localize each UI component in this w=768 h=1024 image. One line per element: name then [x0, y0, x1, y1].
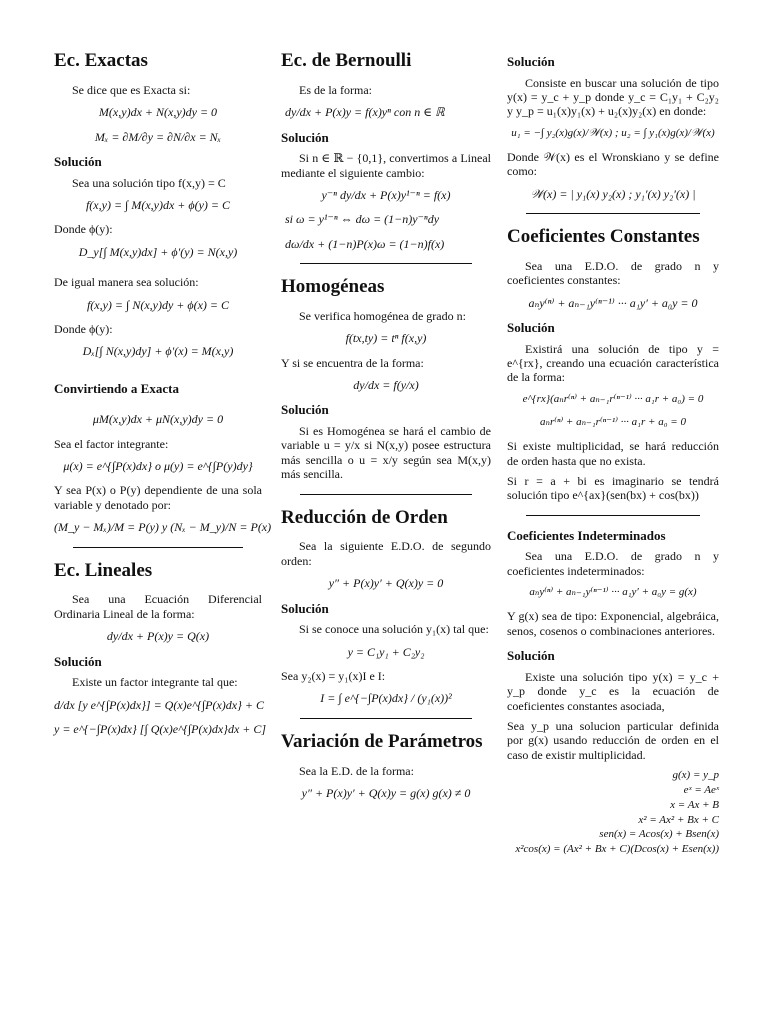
lineales-text: Sea una Ecuación Diferencial Ordinaria Lineal de la forma:	[54, 592, 262, 621]
equation-coeficientes-2: e^{rx}(aₙr⁽ⁿ⁾ + aₙ₋₁r⁽ⁿ⁻¹⁾ ··· a₁r + a₀) = 0	[522, 392, 704, 405]
table-row: x² = Ax² + Bx + C	[638, 813, 719, 826]
reduccion-intro: Sea la siguiente E.D.O. de segundo orden:	[281, 539, 491, 568]
solucion-lineales-text: Existe un factor integrante tal que:	[72, 675, 238, 690]
equation-coeficientes-1: aₙy⁽ⁿ⁾ + aₙ₋₁y⁽ⁿ⁻¹⁾ ··· a₁y′ + a₀y = 0	[528, 295, 698, 310]
column-3	[507, 48, 719, 867]
heading-solucion-homogeneas: Solución	[281, 402, 329, 418]
heading-convirtiendo: Convirtiendo a Exacta	[54, 380, 179, 396]
equation-bernoulli-2: si ω = y¹⁻ⁿ ⇔ dω = (1−n)y⁻ⁿdy	[285, 212, 440, 227]
equation-reduccion-1: y″ + P(x)y′ + Q(x)y = 0	[328, 576, 444, 591]
equation-convirtiendo: μM(x,y)dx + μN(x,y)dy = 0	[92, 412, 224, 427]
section-divider	[526, 515, 700, 516]
equation-u: u₁ = −∫ y₂(x)g(x)/𝒲(x) ; u₂ = ∫ y₁(x)g(x)/𝒲(x)	[511, 126, 715, 139]
equation-donde-1: D_y[∫ M(x,y)dx] + ϕ′(y) = N(x,y)	[78, 244, 238, 259]
indeterminados-g-text: Y g(x) sea de tipo: Exponencial, algebráica, senos, cosenos o combinaciones anteriores.	[507, 609, 719, 638]
equation-lineal: dy/dx + P(x)y = Q(x)	[106, 629, 210, 644]
table-row: x = Ax + B	[670, 798, 719, 811]
wronskiano-text: Donde 𝒲(x) es el Wronskiano y se define como:	[507, 149, 719, 179]
table-row: g(x) = y_p	[672, 769, 719, 782]
bernoulli-intro: Es de la forma:	[299, 82, 372, 97]
heading-solucion-exactas: Solución	[54, 153, 102, 169]
heading-variacion: Variación de Parámetros	[281, 730, 483, 752]
section-divider	[300, 718, 472, 719]
indeterminados-solucion-1: Existe una solución tipo y(x) = y_c + y_p donde y_c es la ecuación de coeficientes constantes asociada,	[507, 669, 719, 713]
heading-solucion-reduccion: Solución	[281, 600, 329, 616]
column-2	[281, 48, 491, 810]
equation-bernoulli-3: dω/dx + (1−n)P(x)ω = (1−n)f(x)	[285, 236, 445, 251]
coeficientes-intro: Sea una E.D.O. de grado n y coeficientes constantes:	[507, 258, 719, 288]
heading-exactas: Ec. Exactas	[54, 50, 148, 71]
multiplicidad-text: Si existe multiplicidad, se hará reducción de orden hasta que no exista.	[507, 439, 719, 468]
homogeneas-forma-text: Y si se encuentra de la forma:	[281, 355, 424, 370]
equation-solucion-1: f(x,y) = ∫ M(x,y)dx + ϕ(y) = C	[85, 197, 231, 212]
equation-exacta-2: Mₓ = ∂M/∂y = ∂N/∂x = Nₓ	[94, 129, 222, 144]
equation-variacion: y″ + P(x)y′ + Q(x)y = g(x) g(x) ≠ 0	[301, 785, 471, 800]
equivalence-table	[507, 768, 719, 857]
coeficientes-solucion-text: Existirá una solución de tipo y = e^{rx}, creando una ecuación característica de la forma:	[507, 341, 719, 385]
donde-text-2: Donde ϕ(y):	[54, 321, 113, 336]
indeterminados-solucion-2: Sea y_p una solucion particular definida por g(x) usando reducción de orden en el caso de existir multiplicidad.	[507, 718, 719, 762]
equation-bernoulli-1: y⁻ⁿ dy/dx + P(x)y¹⁻ⁿ = f(x)	[321, 187, 451, 202]
equation-solucion-lineal-1: d/dx [y e^{∫P(x)dx}] = Q(x)e^{∫P(x)dx} + C	[54, 697, 265, 712]
indeterminados-intro: Sea una E.D.O. de grado n y coeficientes indeterminados:	[507, 549, 719, 578]
equation-indeterminados: aₙy⁽ⁿ⁾ + aₙ₋₁y⁽ⁿ⁻¹⁾ ··· a₁y′ + a₀y = g(x)	[529, 586, 697, 599]
factor-integrante-text: Sea el factor integrante:	[54, 436, 169, 451]
equation-donde-2: Dₓ[∫ N(x,y)dy] + ϕ′(x) = M(x,y)	[82, 344, 234, 359]
equation-py: (M_y − Mₓ)/M = P(y) y (Nₓ − M_y)/N = P(x)	[54, 520, 272, 535]
heading-bernoulli: Ec. de Bernoulli	[281, 50, 412, 71]
heading-solucion-coeficientes: Solución	[507, 320, 555, 336]
homogeneas-intro: Se verifica homogénea de grado n:	[299, 308, 466, 323]
equation-homogenea-2: dy/dx = f(y/x)	[353, 378, 419, 393]
table-row: x²cos(x) = (Ax² + Bx + C)(Dcos(x) + Esen(x))	[515, 843, 719, 856]
section-divider	[73, 547, 244, 548]
equation-exacta-1: M(x,y)dx + N(x,y)dy = 0	[98, 105, 218, 120]
reduccion-sea-text: Sea y₂(x) = y₁(x)I e I:	[281, 668, 386, 683]
reduccion-solucion-text: Si se conoce una solución y₁(x) tal que:	[299, 622, 489, 637]
table-row: eˣ = Aeˣ	[683, 783, 719, 796]
variacion-intro: Sea la E.D. de la forma:	[299, 763, 414, 778]
equation-coeficientes-3: aₙr⁽ⁿ⁾ + aₙ₋₁r⁽ⁿ⁻¹⁾ ··· a₁r + a₀ = 0	[540, 416, 686, 429]
homogeneas-solucion-text: Si es Homogénea se hará el cambio de variable u = y/x si N(x,y) posee estructura más sencilla o u = x/y según sea M(x,y) más sencilla.	[281, 424, 491, 482]
equation-wronskiano: 𝒲(x) = | y₁(x) y₂(x) ; y₁′(x) y₂′(x) |	[530, 186, 696, 201]
equation-bernoulli: dy/dx + P(x)y = f(x)yⁿ con n ∈ ℝ	[285, 105, 445, 120]
solucion-exactas-text: Sea una solución tipo f(x,y) = C	[72, 175, 226, 190]
py-dependiente-text: Y sea P(x) o P(y) dependiente de una sola variable y denotado por:	[54, 483, 262, 512]
equation-factor: μ(x) = e^{∫P(x)dx} o μ(y) = e^{∫P(y)dy}	[63, 459, 253, 474]
heading-coeficientes-constantes: Coeficientes Constantes	[507, 226, 700, 248]
donde-text-1: Donde ϕ(y):	[54, 222, 113, 237]
equation-reduccion-2: y = C₁y₁ + C₂y₂	[347, 644, 425, 659]
table-row: sen(x) = Acos(x) + Bsen(x)	[599, 828, 719, 841]
imaginario-text: Si r = a + bi es imaginario se tendrá solución tipo e^{ax}(sen(bx) + cos(bx))	[507, 474, 719, 503]
equation-homogenea-1: f(tx,ty) = tⁿ f(x,y)	[345, 331, 427, 346]
heading-solucion-variacion: Solución	[507, 54, 555, 69]
section-divider	[526, 213, 700, 214]
heading-homogeneas: Homogéneas	[281, 276, 385, 298]
section-divider	[300, 494, 472, 495]
heading-solucion-indeterminados: Solución	[507, 648, 555, 664]
section-divider	[300, 263, 472, 264]
igual-manera-text: De igual manera sea solución:	[54, 275, 199, 290]
bernoulli-solucion-text: Si n ∈ ℝ − {0,1}, convertimos a Lineal mediante el siguiente cambio:	[281, 151, 491, 180]
heading-coeficientes-indeterminados: Coeficientes Indeterminados	[507, 527, 666, 543]
heading-reduccion: Reducción de Orden	[281, 506, 448, 528]
heading-solucion-lineales: Solución	[54, 653, 102, 669]
variacion-solucion-text: Consiste en buscar una solución de tipo y(x) = y_c + y_p donde y_c = C₁y₁ + C₂y₂ y y_p = u₁(x)y₁(x) + u₂(x)y₂(x) en donde:	[507, 75, 719, 119]
equation-solucion-2: f(x,y) = ∫ N(x,y)dy + ϕ(x) = C	[86, 297, 230, 312]
heading-lineales: Ec. Lineales	[54, 559, 153, 581]
equation-reduccion-3: I = ∫ e^{−∫P(x)dx} / (y₁(x))²	[320, 691, 452, 706]
exactas-intro: Se dice que es Exacta si:	[72, 82, 191, 97]
column-1	[54, 48, 272, 746]
equation-solucion-lineal-2: y = e^{−∫P(x)dx} [∫ Q(x)e^{∫P(x)dx}dx + C]	[54, 721, 267, 736]
heading-solucion-bernoulli: Solución	[281, 129, 329, 145]
